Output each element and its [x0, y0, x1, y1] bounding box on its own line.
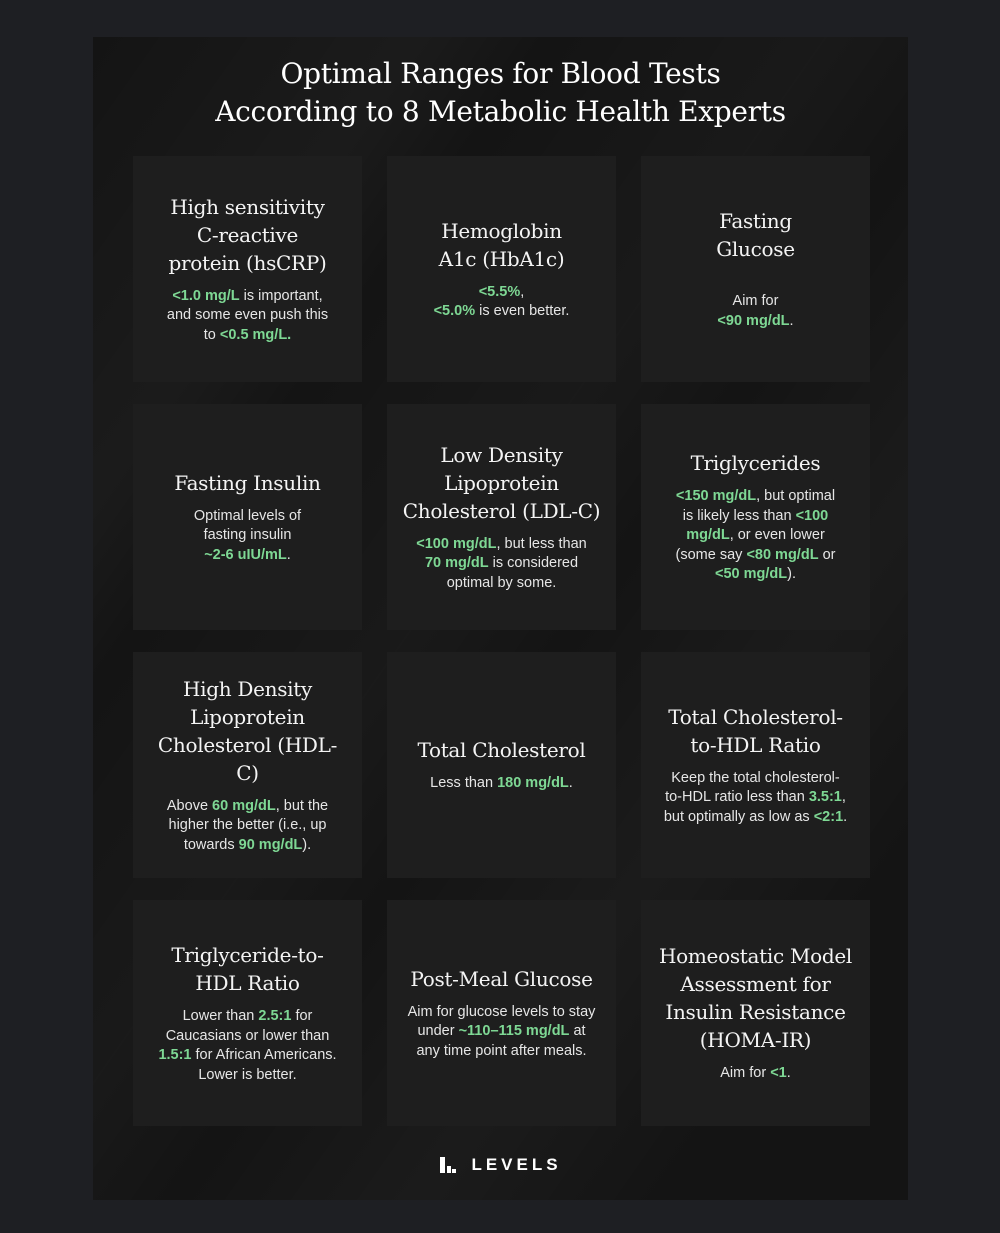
- card-title-line: Post-Meal Glucose: [410, 966, 593, 991]
- description-text: Optimal levels of: [193, 507, 302, 524]
- description-text: fasting insulin: [203, 527, 292, 544]
- description-text: to-HDL ratio less than: [665, 789, 809, 806]
- card-title: [668, 703, 843, 759]
- card-description-line: [676, 546, 836, 566]
- highlight-value: <1.0 mg/L: [172, 287, 240, 304]
- description-text: or: [818, 546, 836, 563]
- description-text: Aim for glucose levels to stay: [407, 1003, 596, 1020]
- card-title-line: Assessment for: [680, 972, 831, 997]
- card-description-line: [167, 287, 328, 307]
- card-description-line: [167, 306, 328, 326]
- metric-card: [641, 652, 870, 878]
- highlight-value: 3.5:1: [808, 789, 842, 806]
- description-text: at: [569, 1023, 586, 1040]
- card-description-line: [416, 554, 586, 574]
- description-text: is considered: [488, 555, 579, 572]
- description-text: Aim for: [720, 1065, 771, 1082]
- card-title-line: Hemoglobin: [441, 218, 562, 243]
- card-title-line: Fasting Insulin: [174, 470, 321, 495]
- card-description: [430, 774, 573, 794]
- card-title-line: High Density: [182, 676, 313, 701]
- highlight-value: <100: [795, 507, 829, 524]
- description-text: Keep the total cholesterol-: [671, 769, 840, 786]
- description-text: for African Americans.: [191, 1047, 337, 1063]
- card-title: [659, 942, 852, 1054]
- card-title: [403, 441, 601, 525]
- description-text: and some even push this: [166, 307, 329, 324]
- description-text: to: [203, 326, 220, 343]
- highlight-value: 90 mg/dL: [238, 836, 303, 853]
- card-description-line: [167, 836, 328, 856]
- highlight-value: <50 mg/dL: [715, 566, 788, 583]
- card-title-line: Insulin Resistance: [665, 1000, 846, 1025]
- metric-card: [641, 900, 870, 1126]
- metric-card: [641, 404, 870, 630]
- description-text: Lower is better.: [198, 1066, 297, 1083]
- highlight-value: mg/dL: [686, 527, 730, 544]
- highlight-value: <1: [770, 1065, 787, 1082]
- card-description-line: [408, 1003, 596, 1023]
- card-title-line: Triglycerides: [690, 451, 821, 476]
- card-description-line: [167, 797, 328, 817]
- card-title-line: Total Cholesterol: [417, 738, 586, 763]
- card-title: [174, 469, 320, 497]
- card-grid: [133, 156, 870, 1126]
- description-text: any time point after meals.: [416, 1042, 587, 1059]
- card-title-line: Cholesterol (LDL-C): [402, 498, 601, 523]
- highlight-value: <90 mg/dL: [717, 312, 790, 329]
- card-title-line: Lipoprotein: [444, 470, 559, 495]
- card-description-line: [676, 565, 836, 585]
- description-text: optimal by some.: [446, 574, 557, 591]
- description-text: higher the better (i.e., up: [168, 817, 327, 834]
- card-description-line: [720, 1064, 791, 1084]
- highlight-value: ~110–115 mg/dL: [458, 1023, 570, 1040]
- description-text: for: [291, 1008, 313, 1024]
- card-title-line: A1c (HbA1c): [438, 246, 565, 271]
- description-text: (some say: [675, 546, 747, 563]
- card-description-line: [676, 507, 836, 527]
- card-description-line: [158, 1046, 336, 1066]
- metric-card: [133, 900, 362, 1126]
- card-description-line: [416, 535, 586, 555]
- description-text: Above: [166, 797, 213, 814]
- highlight-value: <5.5%: [478, 283, 521, 300]
- highlight-value: ~2-6 uIU/mL: [204, 546, 287, 563]
- card-title-line: Low Density: [440, 442, 563, 467]
- card-title-line: Glucose: [716, 236, 795, 261]
- card-title-line: to-HDL Ratio: [690, 732, 821, 757]
- card-description-line: [717, 273, 793, 293]
- highlight-value: 70 mg/dL: [424, 555, 489, 572]
- card-title-line: Total Cholesterol-: [668, 704, 843, 729]
- card-title-line: C-reactive: [196, 222, 299, 247]
- description-text: , but optimal: [756, 488, 836, 505]
- card-description-line: [717, 292, 793, 312]
- card-description: [434, 283, 570, 322]
- card-description: [664, 769, 847, 828]
- card-description-line: [434, 283, 570, 303]
- metric-card: [641, 156, 870, 382]
- highlight-value: <5.0%: [433, 303, 476, 319]
- card-description-line: [167, 816, 328, 836]
- card-description: [167, 287, 328, 346]
- description-text: ,: [520, 283, 525, 300]
- description-text: , but less than: [496, 535, 587, 552]
- card-description-line: [194, 526, 301, 546]
- description-text: ).: [787, 566, 796, 583]
- description-text: .: [789, 312, 794, 329]
- description-text: but optimally as low as: [663, 808, 814, 825]
- description-text: .: [843, 808, 848, 825]
- poster: [93, 37, 908, 1200]
- card-title-line: Lipoprotein: [190, 704, 305, 729]
- card-title-line: Fasting: [719, 208, 792, 233]
- card-description: [676, 487, 836, 585]
- card-title: [410, 965, 592, 993]
- card-title: [417, 736, 585, 764]
- description-text: under: [417, 1023, 459, 1040]
- card-description-line: [676, 487, 836, 507]
- highlight-value: <2:1: [813, 808, 844, 825]
- card-description-line: [430, 774, 573, 794]
- description-text: is likely less than: [682, 507, 796, 524]
- card-description-line: [408, 1022, 596, 1042]
- highlight-value: <100 mg/dL: [416, 535, 497, 552]
- card-description-line: [676, 526, 836, 546]
- highlight-value: <0.5 mg/L.: [219, 326, 292, 343]
- metric-card: [387, 404, 616, 630]
- brand-name: LEVELS: [471, 1155, 562, 1174]
- card-description-line: [664, 788, 847, 808]
- description-text: towards: [183, 836, 239, 853]
- metric-card: [133, 404, 362, 630]
- metric-card: [133, 652, 362, 878]
- description-text: is important,: [239, 287, 323, 304]
- card-description-line: [664, 808, 847, 828]
- card-description: [416, 535, 586, 594]
- card-description: [717, 273, 793, 332]
- levels-logo-icon: [439, 1156, 457, 1174]
- card-description: [167, 797, 328, 856]
- card-title: [147, 675, 348, 787]
- card-title: [169, 193, 327, 277]
- card-description: [408, 1003, 596, 1062]
- card-description-line: [194, 507, 301, 527]
- highlight-value: 180 mg/dL: [497, 775, 569, 792]
- card-description-line: [194, 546, 301, 566]
- card-description-line: [664, 769, 847, 789]
- card-title: [691, 449, 821, 477]
- card-description-line: [416, 574, 586, 594]
- description-text: , or even lower: [729, 527, 825, 544]
- card-description-line: [158, 1066, 336, 1086]
- description-text: , but the: [275, 797, 329, 814]
- description-text: .: [568, 775, 573, 792]
- card-title-line: High sensitivity: [170, 194, 325, 219]
- card-description-line: [717, 312, 793, 332]
- highlight-value: 1.5:1: [158, 1047, 192, 1063]
- highlight-value: <150 mg/dL: [675, 488, 757, 505]
- metric-card: [133, 156, 362, 382]
- highlight-value: 2.5:1: [258, 1008, 292, 1024]
- brand-footer: [93, 1155, 908, 1175]
- description-text: ).: [302, 836, 312, 853]
- title-line-2: According to 8 Metabolic Health Experts: [215, 95, 786, 128]
- highlight-value: <80 mg/dL: [746, 546, 819, 563]
- description-text: Less than: [430, 775, 498, 792]
- metric-card: [387, 900, 616, 1126]
- card-title-line: Homeostatic Model: [659, 944, 852, 969]
- card-description: [194, 507, 301, 566]
- card-title-line: HDL Ratio: [195, 971, 300, 995]
- description-text: .: [286, 546, 291, 563]
- metric-card: [387, 156, 616, 382]
- metric-card: [387, 652, 616, 878]
- highlight-value: 60 mg/dL: [212, 797, 276, 814]
- card-title-line: protein (hsCRP): [168, 250, 327, 275]
- card-title-line: Triglyceride-to-: [171, 943, 324, 967]
- page-title: [93, 55, 908, 131]
- card-title: [716, 207, 795, 263]
- card-title-line: Cholesterol (HDL-C): [157, 732, 338, 785]
- card-description-line: [158, 1027, 336, 1047]
- description-text: ,: [841, 789, 846, 806]
- description-text: Aim for: [732, 293, 779, 310]
- card-description-line: [158, 1007, 336, 1027]
- description-text: Caucasians or lower than: [165, 1027, 330, 1044]
- card-title: [439, 217, 565, 273]
- card-title: [171, 941, 323, 997]
- card-description-line: [408, 1042, 596, 1062]
- card-title-line: (HOMA-IR): [699, 1028, 812, 1053]
- description-text: .: [786, 1065, 791, 1082]
- card-description: [158, 1007, 336, 1085]
- card-description: [720, 1064, 791, 1084]
- description-text: Lower than: [182, 1008, 259, 1024]
- card-description-line: [434, 302, 570, 322]
- title-line-1: Optimal Ranges for Blood Tests: [280, 57, 721, 90]
- card-description-line: [167, 326, 328, 346]
- description-text: is even better.: [475, 303, 570, 319]
